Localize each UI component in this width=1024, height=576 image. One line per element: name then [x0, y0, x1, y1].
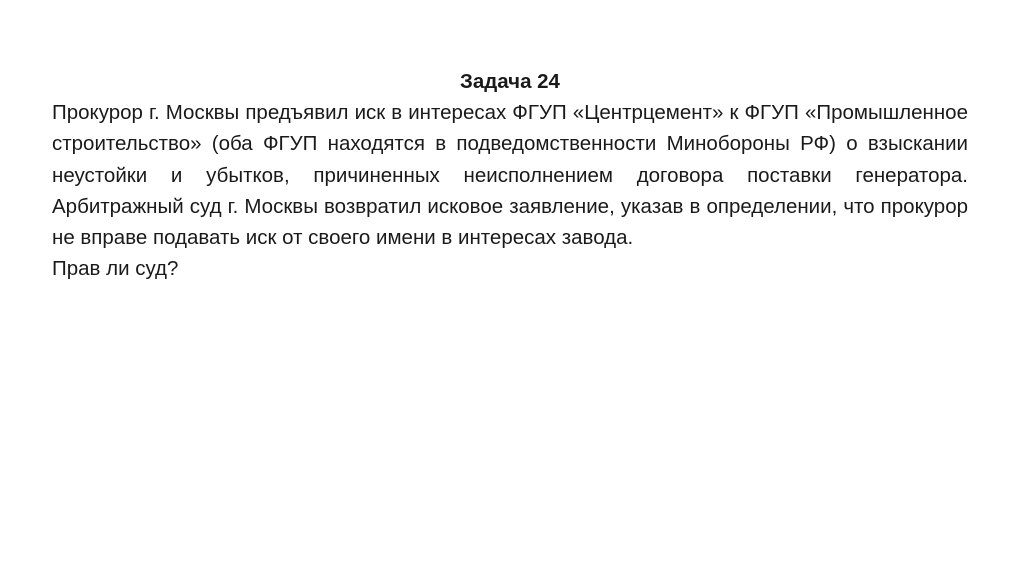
task-title: Задача 24: [460, 70, 560, 93]
task-question: Прав ли суд?: [52, 257, 179, 281]
task-text: Прокурор г. Москвы предъявил иск в интересах ФГУП «Центрцемент» к ФГУП «Промышленное строительство» (оба ФГУП находятся в подведомственности Минобороны РФ) о взыскании неустойки и убытков, причиненных неисполнением договора поставки генератора. Арбитражный суд г. Москвы возвратил исковое заявление, указав в определении, что прокурор не вправе подавать иск от своего имени в интересах завода.: [52, 101, 968, 250]
slide-content: [52, 66, 968, 284]
